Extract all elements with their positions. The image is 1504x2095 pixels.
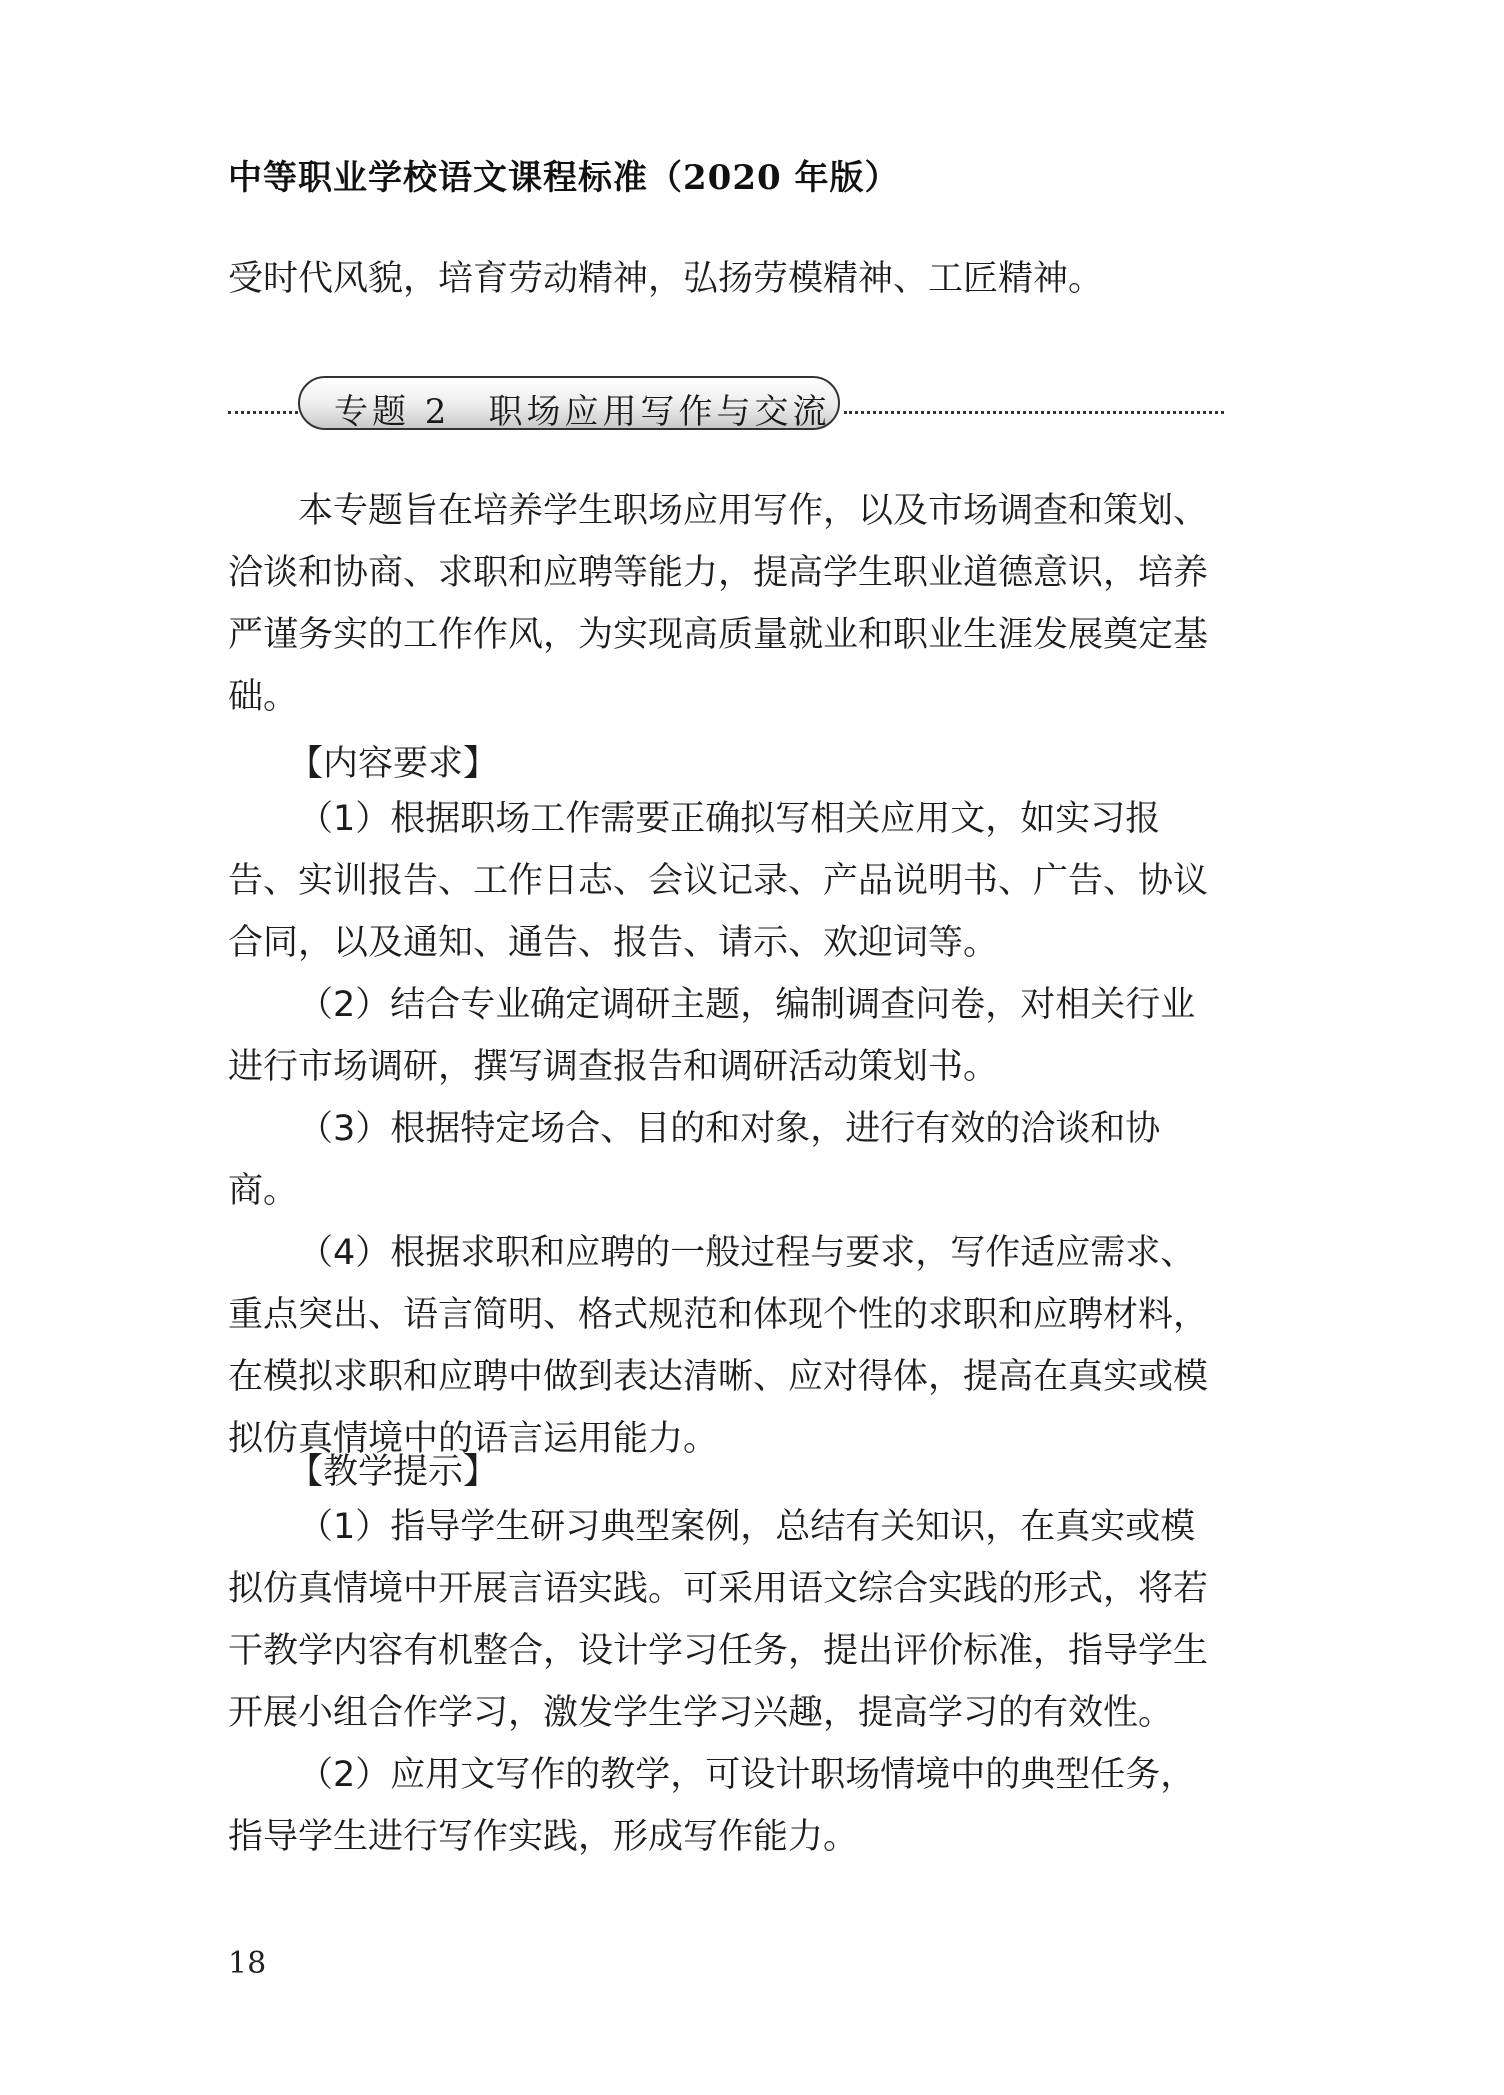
list-item: （2）结合专业确定调研主题，编制调查问卷，对相关行业进行市场调研，撰写调查报告和调研活动策划书。 [228,985,1196,1087]
intro-paragraph: 本专题旨在培养学生职场应用写作，以及市场调查和策划、洽谈和协商、求职和应聘等能力，提高学生职业道德意识，培养严谨务实的工作作风，为实现高质量就业和职业生涯发展奠定基础。 [228,491,1209,717]
content-requirements-list [228,788,1224,1470]
teaching-tips-list [228,1496,1224,1868]
dotted-rule-left [228,411,298,414]
topic-title: 专题 2 职场应用写作与交流 [334,392,831,432]
lead-paragraph: 受时代风貌，培育劳动精神，弘扬劳模精神、工匠精神。 [228,259,1104,299]
topic-title-box [298,376,840,430]
page-header-title: 中等职业学校语文课程标准（2020 年版） [228,158,900,198]
list-item: （1）指导学生研习典型案例，总结有关知识，在真实或模拟仿真情境中开展言语实践。可采用语文综合实践的形式，将若干教学内容有机整合，设计学习任务，提出评价标准，指导学生开展小组合作学习，激发学生学习兴趣，提高学习的有效性。 [228,1507,1209,1733]
content-requirements-heading: 【内容要求】 [288,744,499,784]
list-item: （2）应用文写作的教学，可设计职场情境中的典型任务，指导学生进行写作实践，形成写作能力。 [228,1755,1196,1857]
teaching-tips-heading: 【教学提示】 [288,1452,499,1492]
list-item: （3）根据特定场合、目的和对象，进行有效的洽谈和协商。 [228,1109,1161,1211]
dotted-rule-right [844,411,1224,414]
topic-banner [228,376,1224,432]
list-item: （1）根据职场工作需要正确拟写相关应用文，如实习报告、实训报告、工作日志、会议记录、产品说明书、广告、协议合同，以及通知、通告、报告、请示、欢迎词等。 [228,799,1209,963]
page-number: 18 [228,1946,267,1981]
list-item: （4）根据求职和应聘的一般过程与要求，写作适应需求、重点突出、语言简明、格式规范和体现个性的求职和应聘材料，在模拟求职和应聘中做到表达清晰、应对得体，提高在真实或模拟仿真情境中的语言运用能力。 [228,1233,1209,1459]
